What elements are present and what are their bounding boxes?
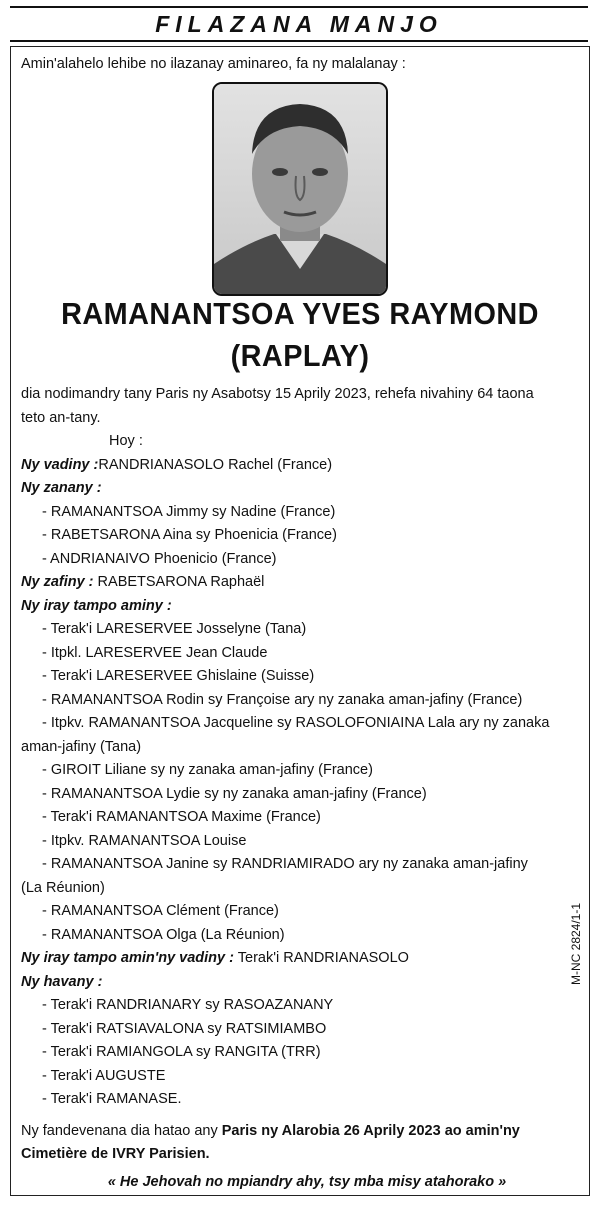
reference-code: M-NC 2824/1-1 bbox=[569, 902, 583, 985]
sibling-item: - RAMANANTSOA Olga (La Réunion) bbox=[42, 926, 285, 943]
spouse-siblings-row bbox=[21, 947, 593, 971]
closing-quote: « He Jehovah no mpiandry ahy, tsy mba misy atahorako » bbox=[107, 1173, 507, 1190]
funeral-prefix: Ny fandevenana dia hatao any bbox=[21, 1122, 222, 1139]
sibling-item: - Itpkv. RAMANANTSOA Jacqueline sy RASOLOFONIAINA Lala ary ny zanaka bbox=[42, 715, 550, 731]
relative-item: - Terak'i RAMANASE. bbox=[42, 1091, 182, 1107]
funeral-cemetery: Cimetière de IVRY Parisien. bbox=[21, 1146, 210, 1162]
children-item: - RAMANANTSOA Jimmy sy Nadine (France) bbox=[42, 503, 336, 520]
spouse-label: Ny vadiny : bbox=[21, 456, 99, 473]
header-title: FILAZANA MANJO bbox=[155, 10, 443, 37]
hoy-label: Hoy : bbox=[109, 433, 143, 449]
relative-item: - Terak'i AUGUSTE bbox=[42, 1067, 166, 1084]
spouse-value: RANDRIANASOLO Rachel (France) bbox=[98, 456, 333, 473]
spouse-siblings-label: Ny iray tampo amin'ny vadiny : bbox=[21, 950, 234, 966]
sibling-item: - RAMANANTSOA Janine sy RANDRIAMIRADO ary ny zanaka aman-jafiny bbox=[42, 856, 528, 872]
relative-item: - Terak'i RATSIAVALONA sy RATSIMIAMBO bbox=[42, 1020, 327, 1037]
sibling-item: - RAMANANTSOA Clément (France) bbox=[42, 903, 279, 919]
portrait-icon bbox=[214, 84, 386, 294]
notice-details bbox=[21, 383, 593, 1194]
death-notice-line1: dia nodimandry tany Paris ny Asabotsy 15 Aprily 2023, rehefa nivahiny 64 taona bbox=[21, 386, 534, 402]
sibling-item: - Terak'i LARESERVEE Ghislaine (Suisse) bbox=[42, 668, 315, 684]
sibling-item-continuation: (La Réunion) bbox=[21, 879, 105, 896]
sibling-item: - Terak'i RAMANANTSOA Maxime (France) bbox=[42, 809, 321, 825]
relatives-label: Ny havany : bbox=[21, 973, 103, 990]
grandchildren-value: RABETSARONA Raphaël bbox=[97, 574, 265, 590]
sibling-item-continuation: aman-jafiny (Tana) bbox=[21, 738, 142, 755]
sibling-item: - RAMANANTSOA Rodin sy Françoise ary ny zanaka aman-jafiny (France) bbox=[42, 691, 523, 708]
intro-text: Amin'alahelo lehibe no ilazanay aminareo, fa ny malalanay : bbox=[21, 56, 406, 72]
siblings-label: Ny iray tampo aminy : bbox=[21, 597, 172, 614]
deceased-name: RAMANANTSOA YVES RAYMOND bbox=[61, 296, 539, 331]
funeral-place-date: Paris ny Alarobia 26 Aprily 2023 ao amin'ny bbox=[221, 1122, 520, 1139]
portrait-photo bbox=[212, 82, 388, 296]
notice-header bbox=[10, 6, 588, 42]
children-label: Ny zanany : bbox=[21, 480, 102, 496]
sibling-item: - Itpkv. RAMANANTSOA Louise bbox=[42, 832, 247, 849]
notice-body bbox=[21, 53, 593, 77]
relative-item: - Terak'i RANDRIANARY sy RASOAZANANY bbox=[42, 997, 334, 1013]
deceased-alias: (RAPLAY) bbox=[230, 338, 370, 373]
funeral-line1 bbox=[21, 1120, 593, 1144]
sibling-item: - GIROIT Liliane sy ny zanaka aman-jafiny (France) bbox=[42, 762, 373, 778]
spouse-siblings-value: Terak'i RANDRIANASOLO bbox=[237, 950, 409, 966]
sibling-item: - RAMANANTSOA Lydie sy ny zanaka aman-jafiny (France) bbox=[42, 785, 427, 802]
grandchildren-label: Ny zafiny : bbox=[21, 574, 94, 590]
sibling-item: - Terak'i LARESERVEE Josselyne (Tana) bbox=[42, 621, 307, 637]
children-item: - ANDRIANAIVO Phoenicio (France) bbox=[42, 550, 277, 567]
sibling-item: - Itpkl. LARESERVEE Jean Claude bbox=[42, 644, 268, 661]
spouse-row bbox=[21, 454, 593, 478]
death-notice-line2: teto an-tany. bbox=[21, 409, 101, 426]
grandchildren-row bbox=[21, 571, 593, 595]
children-item: - RABETSARONA Aina sy Phoenicia (France) bbox=[42, 527, 337, 543]
relative-item: - Terak'i RAMIANGOLA sy RANGITA (TRR) bbox=[42, 1044, 321, 1060]
